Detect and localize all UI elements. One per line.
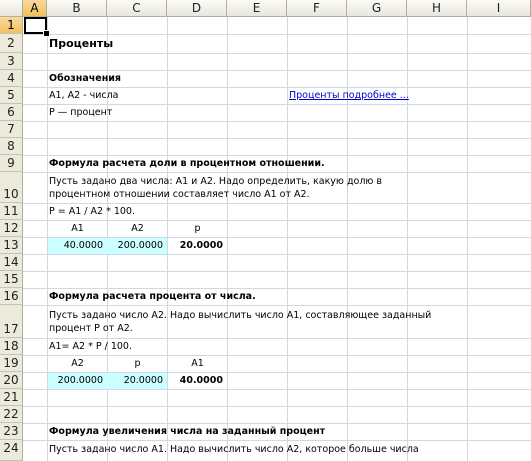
row-header-16[interactable]: 16: [0, 288, 23, 305]
row-header-10[interactable]: 10: [0, 172, 23, 203]
row-header-14[interactable]: 14: [0, 254, 23, 271]
formula3-title: Формула увеличения числа на заданный процент: [49, 426, 326, 437]
column-header-b[interactable]: B: [47, 0, 107, 17]
formula2-header-a1: A1: [191, 358, 204, 369]
row-header-4[interactable]: 4: [0, 70, 23, 87]
row-header-17[interactable]: 17: [0, 305, 23, 338]
formula1-header-a2: A2: [131, 223, 144, 234]
formula1-result-p: 20.0000: [179, 240, 223, 251]
row-header-18[interactable]: 18: [0, 338, 23, 355]
page-title: Проценты: [49, 37, 114, 50]
row-header-6[interactable]: 6: [0, 104, 23, 121]
formula1-header-p: p: [194, 223, 201, 234]
row-header-9[interactable]: 9: [0, 155, 23, 172]
column-header-c[interactable]: C: [107, 0, 167, 17]
column-header-e[interactable]: E: [227, 0, 287, 17]
formula1-description: Пусть задано два числа: А1 и А2. Надо определить, какую долю в процентном отношении составляет число А1 от А2.: [49, 176, 383, 200]
column-header-f[interactable]: F: [287, 0, 347, 17]
column-header-d[interactable]: D: [167, 0, 227, 17]
row-header-22[interactable]: 22: [0, 406, 23, 423]
row-header-3[interactable]: 3: [0, 53, 23, 70]
row-header-11[interactable]: 11: [0, 203, 23, 220]
percent-more-link[interactable]: Проценты подробнее ...: [289, 90, 409, 101]
row-header-20[interactable]: 20: [0, 372, 23, 389]
row-header-23[interactable]: 23: [0, 423, 23, 440]
a1-a2-note: А1, А2 - числа: [49, 90, 119, 101]
notation-header: Обозначения: [49, 73, 122, 84]
formula2-header-a2: A2: [71, 358, 84, 369]
row-header-7[interactable]: 7: [0, 121, 23, 138]
formula1-title: Формула расчета доли в процентном отношении.: [49, 158, 325, 169]
row-header-19[interactable]: 19: [0, 355, 23, 372]
row-header-5[interactable]: 5: [0, 87, 23, 104]
row-header-13[interactable]: 13: [0, 237, 23, 254]
select-all-corner[interactable]: [0, 0, 23, 17]
row-header-8[interactable]: 8: [0, 138, 23, 155]
formula2-description: Пусть задано число А2. Надо вычислить число А1, составляющее заданный процент Р от А2.: [49, 310, 432, 334]
column-header-g[interactable]: G: [347, 0, 407, 17]
row-header-24[interactable]: 24: [0, 440, 23, 461]
formula2-value-p[interactable]: 20.0000: [123, 375, 163, 386]
fill-handle[interactable]: [43, 30, 50, 37]
row-header-21[interactable]: 21: [0, 389, 23, 406]
formula3-description: Пусть задано число А1. Надо вычислить число А2, которое больше числа: [49, 444, 419, 455]
row-header-2[interactable]: 2: [0, 34, 23, 53]
formula1-header-a1: A1: [71, 223, 84, 234]
formula2-result-a1: 40.0000: [179, 375, 223, 386]
row-header-12[interactable]: 12: [0, 220, 23, 237]
column-header-a[interactable]: A: [23, 0, 47, 17]
row-header-15[interactable]: 15: [0, 271, 23, 288]
row-header-1[interactable]: 1: [0, 17, 23, 34]
formula2-header-p: p: [134, 358, 141, 369]
p-note: Р — процент: [49, 107, 113, 118]
column-header-i[interactable]: I: [467, 0, 531, 17]
formula2-expression: А1= А2 * Р / 100.: [49, 341, 132, 352]
column-header-h[interactable]: H: [407, 0, 467, 17]
formula1-value-a1[interactable]: 40.0000: [63, 240, 103, 251]
formula2-title: Формула расчета процента от числа.: [49, 291, 256, 302]
formula1-value-a2[interactable]: 200.0000: [117, 240, 163, 251]
formula1-expression: Р = А1 / А2 * 100.: [49, 206, 135, 217]
formula2-value-a2[interactable]: 200.0000: [57, 375, 103, 386]
